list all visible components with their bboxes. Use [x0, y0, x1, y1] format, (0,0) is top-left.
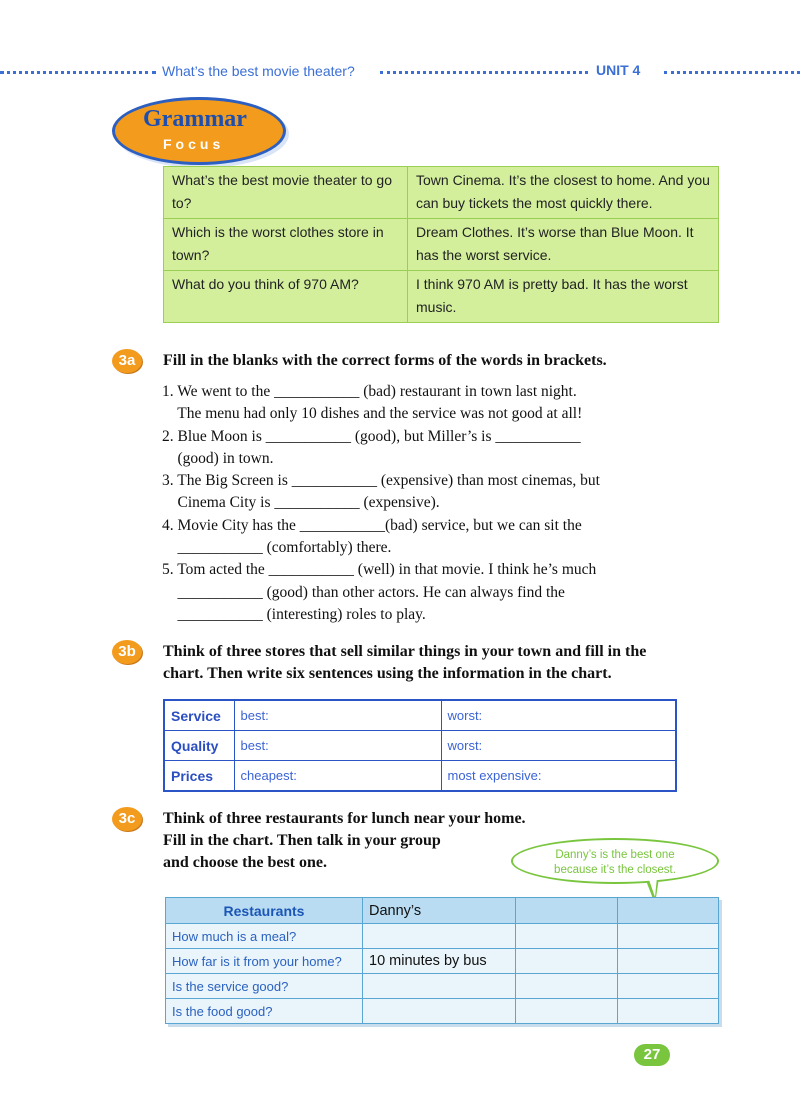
answer-cell[interactable] [516, 949, 618, 974]
table-row [166, 924, 719, 949]
table-row [166, 974, 719, 999]
exercise-line: Cinema City is ___________ (expensive). [162, 494, 440, 512]
chart-cell-best[interactable]: best: [234, 731, 441, 761]
table-row [164, 167, 719, 219]
exercise-line: ___________ (interesting) roles to play. [162, 605, 426, 623]
grammar-focus-title: Grammar [143, 106, 247, 132]
answer-cell[interactable] [618, 974, 719, 999]
section-3b-instruction [163, 641, 646, 685]
chart-cell-cheapest[interactable]: cheapest: [234, 761, 441, 792]
table-row [164, 219, 719, 271]
restaurants-header: Restaurants [166, 898, 363, 924]
answer-cell[interactable] [363, 974, 516, 999]
answer-cell[interactable] [516, 974, 618, 999]
answer-cell[interactable] [618, 949, 719, 974]
table-row [164, 731, 676, 761]
answer-cell[interactable]: 10 minutes by bus [363, 949, 516, 974]
restaurant-name-cell[interactable]: Danny’s [363, 898, 516, 924]
question-cell: How far is it from your home? [166, 949, 363, 974]
answer-cell[interactable] [516, 924, 618, 949]
question-cell: How much is a meal? [166, 924, 363, 949]
table-row [166, 999, 719, 1024]
chart-cell-worst[interactable]: worst: [441, 700, 676, 731]
exercise-line: ___________ (comfortably) there. [162, 539, 392, 557]
section-marker-3b: 3b [112, 640, 142, 664]
section-marker-3c: 3c [112, 807, 142, 831]
exercise-line: 5. Tom acted the ___________ (well) in that movie. I think he’s much [162, 561, 597, 579]
chart-cell-worst[interactable]: worst: [441, 731, 676, 761]
chart-cell-best[interactable]: best: [234, 700, 441, 731]
row-label-prices: Prices [164, 761, 234, 792]
answer-cell[interactable] [363, 924, 516, 949]
header-dotted-rule-right [664, 71, 800, 74]
table-row [166, 949, 719, 974]
question-cell: Is the food good? [166, 999, 363, 1024]
exercise-line: 3. The Big Screen is ___________ (expensive) than most cinemas, but [162, 472, 600, 490]
section-3c-instruction [163, 808, 526, 874]
table-row [164, 761, 676, 792]
exercise-line: (good) in town. [162, 449, 274, 467]
restaurants-chart [165, 897, 719, 1024]
header-unit: UNIT 4 [596, 62, 641, 78]
table-row [164, 700, 676, 731]
section-3c-instruction-line1: Think of three restaurants for lunch near your home. [163, 810, 526, 827]
section-3c-instruction-line2: Fill in the chart. Then talk in your group [163, 832, 441, 849]
stores-chart [163, 699, 677, 792]
section-3b-instruction-line1: Think of three stores that sell similar things in your town and fill in the [163, 643, 647, 660]
exercise-line: The menu had only 10 dishes and the service was not good at all! [162, 405, 583, 423]
grammar-answer: I think 970 AM is pretty bad. It has the worst music. [408, 271, 719, 323]
restaurant-name-cell[interactable] [516, 898, 618, 924]
header-dotted-rule-middle [380, 71, 588, 74]
answer-cell[interactable] [618, 999, 719, 1024]
question-cell: Is the service good? [166, 974, 363, 999]
row-label-service: Service [164, 700, 234, 731]
speech-bubble-tail-inner [648, 877, 657, 897]
table-row [164, 271, 719, 323]
section-3c-instruction-line3: and choose the best one. [163, 854, 328, 871]
answer-cell[interactable] [516, 999, 618, 1024]
header-dotted-rule-left [0, 71, 156, 74]
restaurant-name-cell[interactable] [618, 898, 719, 924]
page-number: 27 [634, 1044, 670, 1066]
row-label-quality: Quality [164, 731, 234, 761]
grammar-answer: Dream Clothes. It’s worse than Blue Moon. It has the worst service. [408, 219, 719, 271]
section-3b-instruction-line2: chart. Then write six sentences using the information in the chart. [163, 665, 612, 682]
grammar-focus-table [163, 166, 719, 323]
chart-cell-most-expensive[interactable]: most expensive: [441, 761, 676, 792]
exercise-line: 2. Blue Moon is ___________ (good), but Miller’s is ___________ [162, 427, 581, 445]
grammar-answer: Town Cinema. It’s the closest to home. And you can buy tickets the most quickly there. [408, 167, 719, 219]
answer-cell[interactable] [618, 924, 719, 949]
section-marker-3a: 3a [112, 349, 142, 373]
grammar-question: What do you think of 970 AM? [164, 271, 408, 323]
grammar-question: Which is the worst clothes store in town? [164, 219, 408, 271]
exercise-line: ___________ (good) than other actors. He can always find the [162, 583, 565, 601]
answer-cell[interactable] [363, 999, 516, 1024]
grammar-question: What’s the best movie theater to go to? [164, 167, 408, 219]
table-row [166, 898, 719, 924]
header-title: What’s the best movie theater? [162, 63, 355, 79]
exercise-line: 1. We went to the ___________ (bad) restaurant in town last night. [162, 383, 577, 400]
section-3a-exercises [162, 381, 702, 626]
section-3a-instruction: Fill in the blanks with the correct forms of the words in brackets. [163, 352, 607, 369]
grammar-focus-subtitle: Focus [163, 136, 225, 152]
speech-bubble [511, 838, 719, 884]
speech-bubble-line1: Danny’s is the best one [555, 849, 675, 861]
exercise-line: 4. Movie City has the ___________(bad) service, but we can sit the [162, 516, 582, 534]
speech-bubble-line2: because it’s the closest. [554, 864, 676, 876]
